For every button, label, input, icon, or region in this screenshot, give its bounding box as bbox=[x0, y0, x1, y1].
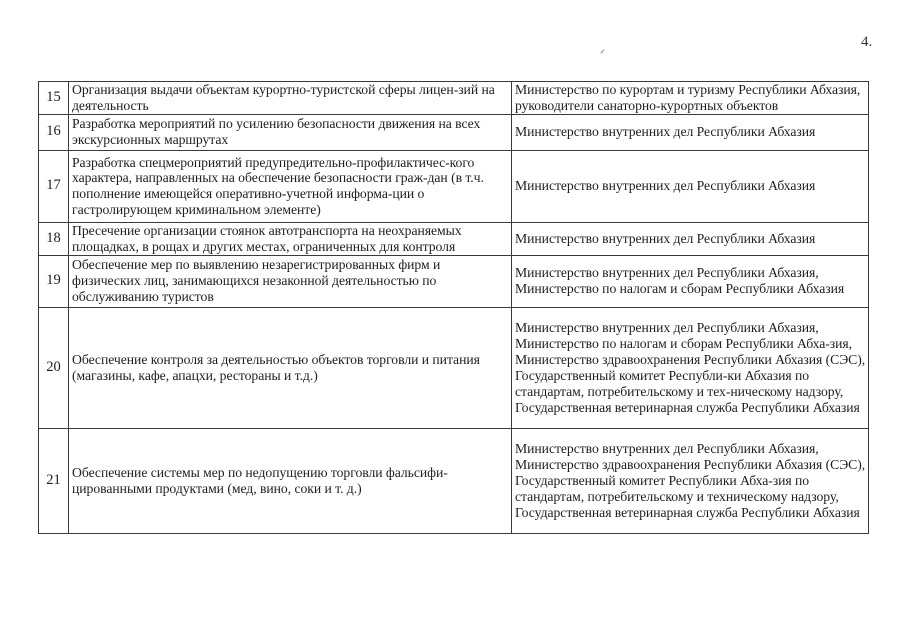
table-row bbox=[39, 82, 869, 115]
measure-cell: Пресечение организации стоянок автотранспорта на неохраняемых площадках, в рощах и других местах, ограниченных для контроля bbox=[69, 222, 512, 255]
row-number: 19 bbox=[39, 255, 69, 307]
table-row bbox=[39, 307, 869, 428]
measure-cell: Разработка мероприятий по усилению безопасности движения на всех экскурсионных маршрутах bbox=[69, 114, 512, 150]
responsible-cell: Министерство внутренних дел Республики Абхазия bbox=[512, 114, 869, 150]
row-number: 15 bbox=[39, 82, 69, 115]
measure-cell: Обеспечение мер по выявлению незарегистрированных фирм и физических лиц, занимающихся незаконной деятельностью по обслуживанию туристов bbox=[69, 255, 512, 307]
scan-artifact-mark bbox=[600, 49, 604, 54]
measures-table bbox=[38, 81, 869, 534]
row-number: 21 bbox=[39, 428, 69, 533]
table-row bbox=[39, 222, 869, 255]
row-number: 16 bbox=[39, 114, 69, 150]
responsible-cell: Министерство внутренних дел Республики Абхазия bbox=[512, 222, 869, 255]
responsible-cell: Министерство внутренних дел Республики Абхазия, Министерство по налогам и сборам Республики Абхазия bbox=[512, 255, 869, 307]
measure-cell: Организация выдачи объектам курортно-туристской сферы лицен-зий на деятельность bbox=[69, 82, 512, 115]
row-number: 18 bbox=[39, 222, 69, 255]
measure-cell: Обеспечение контроля за деятельностью объектов торговли и питания (магазины, кафе, апацхи, рестораны и т.д.) bbox=[69, 307, 512, 428]
table-row bbox=[39, 150, 869, 222]
table-row bbox=[39, 255, 869, 307]
table-row bbox=[39, 114, 869, 150]
responsible-cell: Министерство внутренних дел Республики Абхазия, Министерство здравоохранения Республики Абхазия (СЭС), Государственный комитет Республики Абха-зия по стандартам, потребительскому и техническому надзору, Государственная ветеринарная служба Республики Абхазия bbox=[512, 428, 869, 533]
row-number: 17 bbox=[39, 150, 69, 222]
measure-cell: Обеспечение системы мер по недопущению торговли фальсифи-цированными продуктами (мед, вино, соки и т. д.) bbox=[69, 428, 512, 533]
table-row bbox=[39, 428, 869, 533]
responsible-cell: Министерство по курортам и туризму Республики Абхазия, руководители санаторно-курортных объектов bbox=[512, 82, 869, 115]
page-number: 4. bbox=[861, 34, 873, 50]
row-number: 20 bbox=[39, 307, 69, 428]
responsible-cell: Министерство внутренних дел Республики Абхазия, Министерство по налогам и сборам Республики Абха-зия, Министерство здравоохранения Республики Абхазия (СЭС), Государственный комитет Республи-ки Абхазия по стандартам, потребительскому и тех-ническому надзору, Государственная ветеринарная служба Республики Абхазия bbox=[512, 307, 869, 428]
responsible-cell: Министерство внутренних дел Республики Абхазия bbox=[512, 150, 869, 222]
measure-cell: Разработка спецмероприятий предупредительно-профилактичес-кого характера, направленных на обеспечение безопасности граж-дан (в т.ч. пополнение имеющейся оперативно-учетной информа-ции о гастролирующем криминальном элементе) bbox=[69, 150, 512, 222]
